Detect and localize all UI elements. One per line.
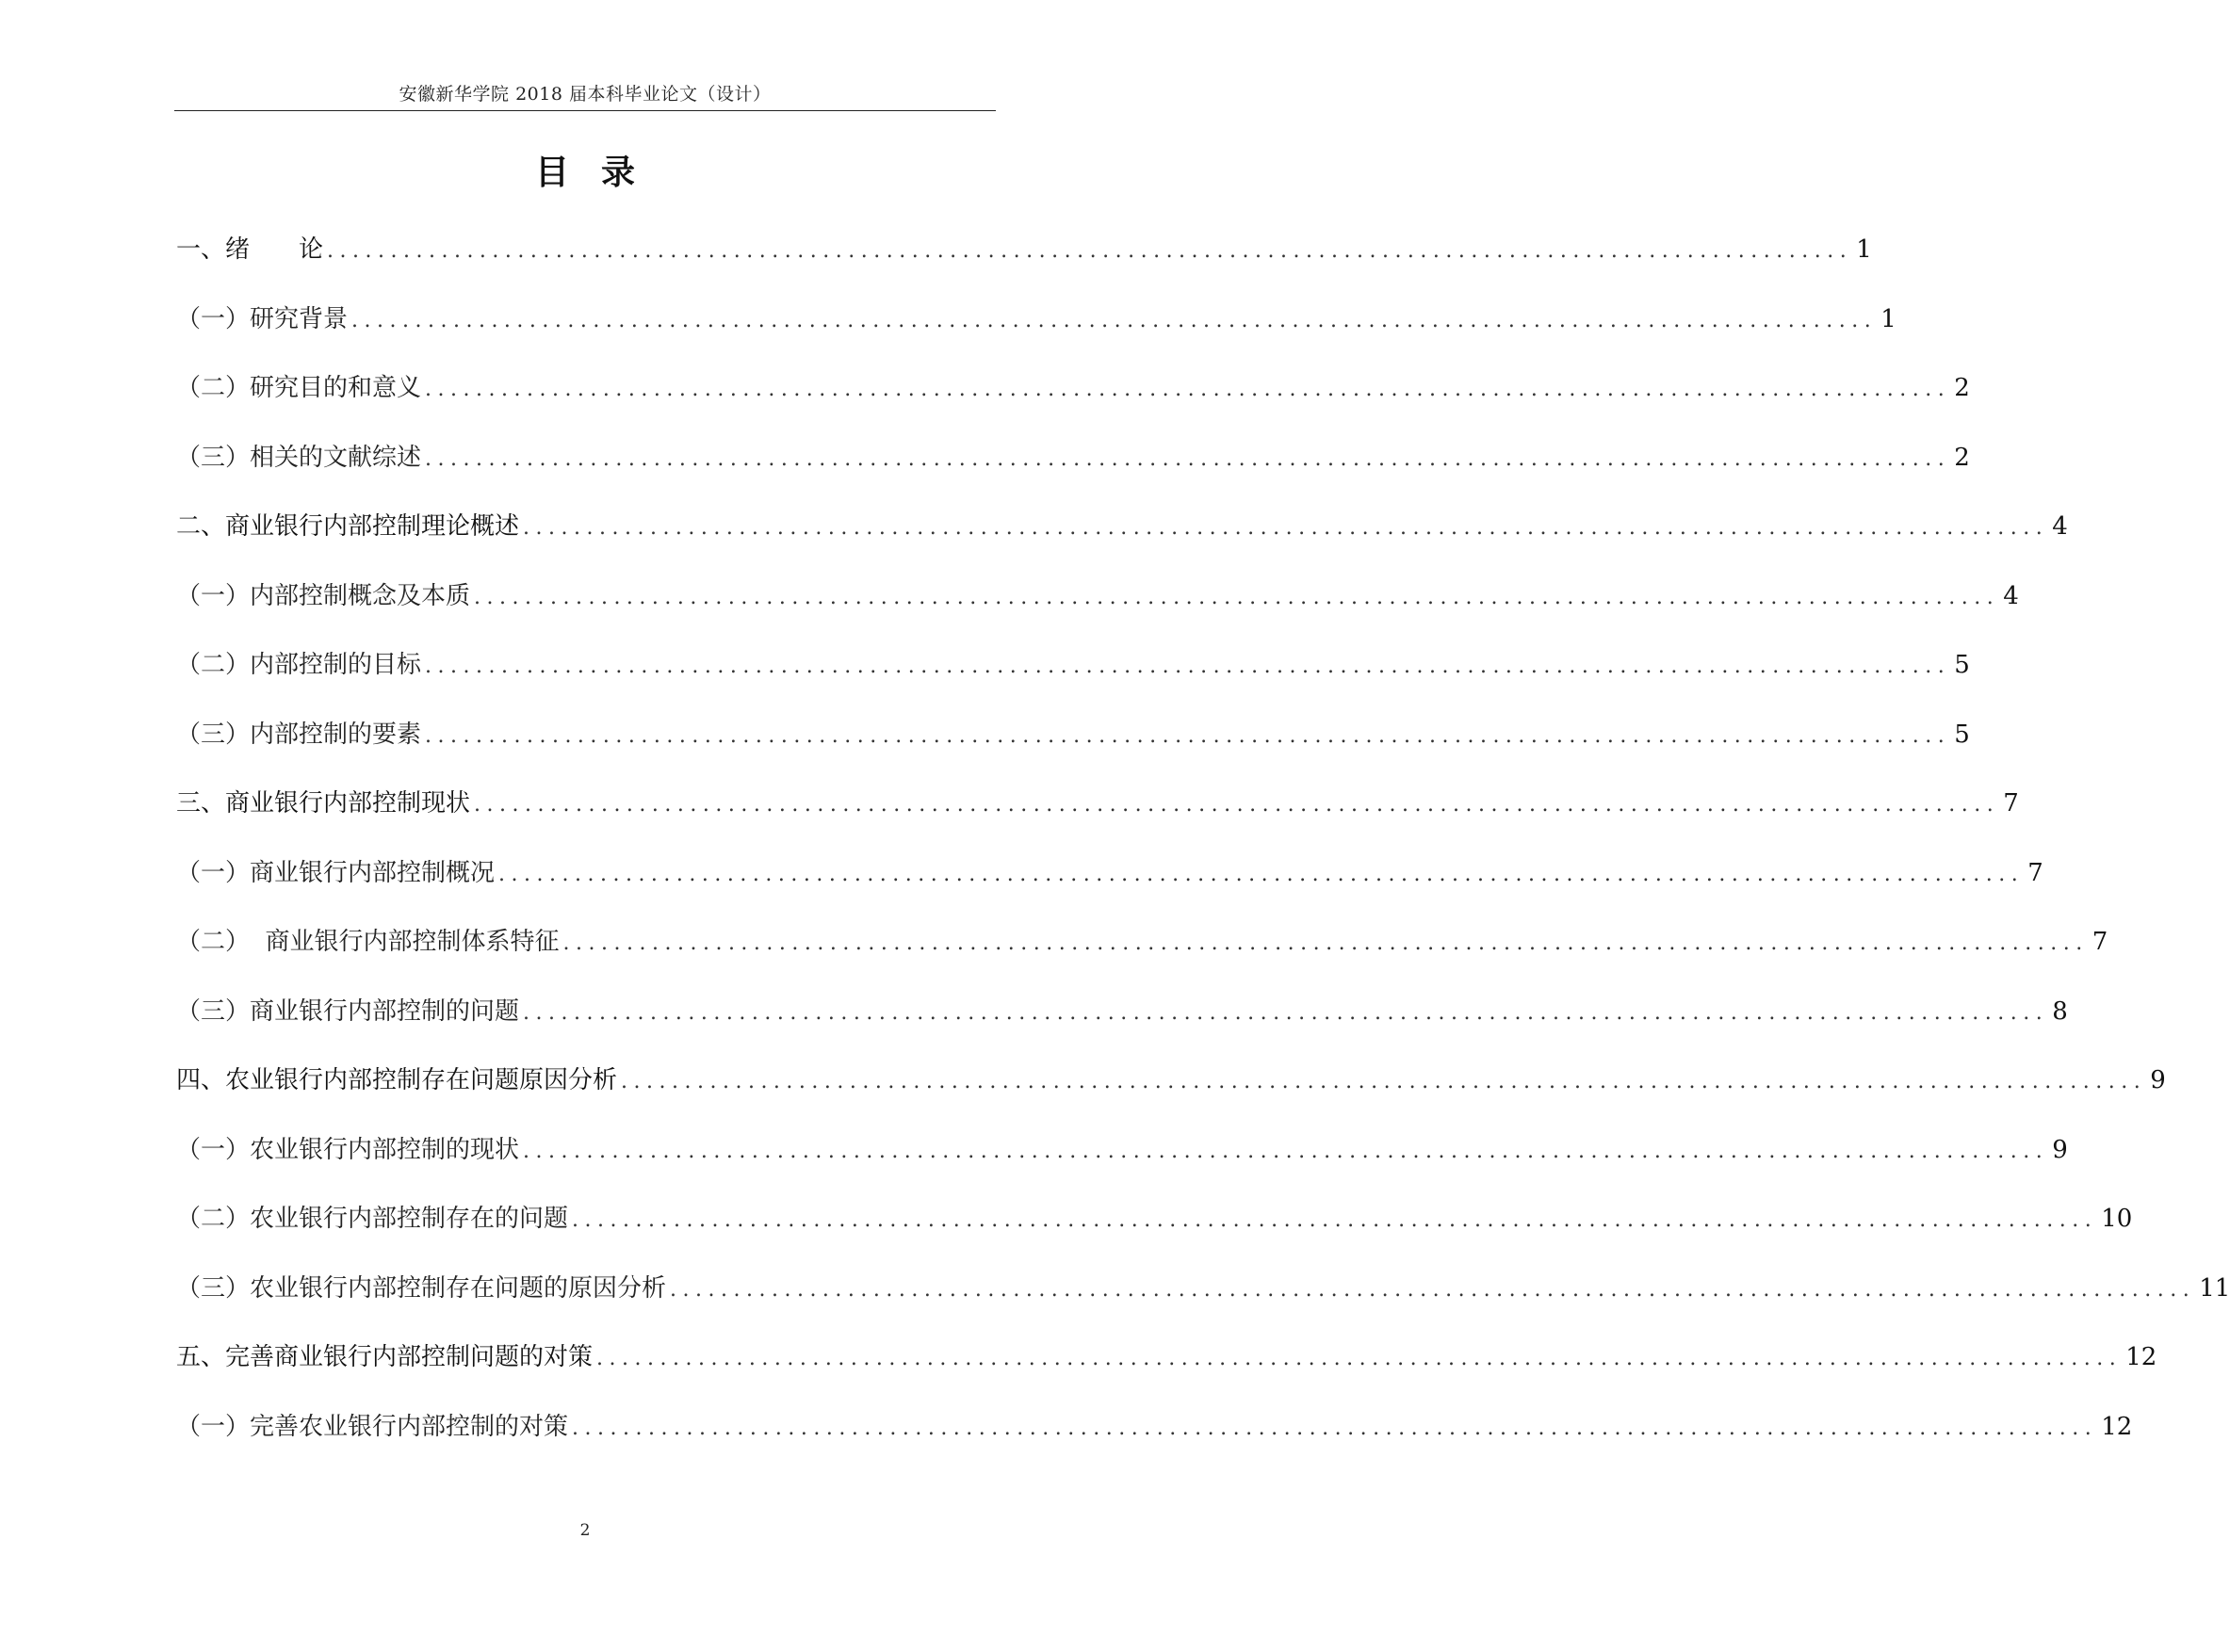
toc-page-number: 9 <box>2150 1066 2166 1094</box>
toc-page-number: 7 <box>2027 858 2043 887</box>
toc-entry-text: （一）完善农业银行内部控制的对策 <box>176 1412 569 1441</box>
toc-entry-3-2[interactable] <box>176 923 2108 993</box>
toc-entry-1-1[interactable] <box>176 300 1896 370</box>
dot-leader: ........................................................................................................................ <box>596 1347 2123 1370</box>
toc-page-number: 10 <box>2101 1205 2133 1233</box>
toc-entry-text: （一）农业银行内部控制的现状 <box>176 1135 520 1164</box>
toc-entry-2[interactable] <box>176 508 2068 577</box>
toc-entry-text: （三）内部控制的要素 <box>176 720 422 749</box>
dot-leader: ........................................................................................................................ <box>425 655 1951 678</box>
toc-entry-text: 五、完善商业银行内部控制问题的对策 <box>176 1343 594 1371</box>
toc-page-number: 5 <box>1954 651 1970 679</box>
toc-entry-4-1[interactable] <box>176 1131 2068 1201</box>
toc-entry-3[interactable] <box>176 785 2019 854</box>
toc-page-number: 1 <box>1856 235 1872 264</box>
toc-entry-text: （三）农业银行内部控制存在问题的原因分析 <box>176 1273 667 1303</box>
toc-entry-text: 一、绪 论 <box>176 235 324 264</box>
toc-entry-text: （一）内部控制概念及本质 <box>176 581 471 610</box>
toc-entry-2-3[interactable] <box>176 716 1970 786</box>
dot-leader: ........................................................................................................................ <box>523 1139 2049 1163</box>
toc-entry-5[interactable] <box>176 1338 2157 1408</box>
toc-page-number: 9 <box>2052 1135 2068 1164</box>
toc-entry-text: 四、农业银行内部控制存在问题原因分析 <box>176 1066 618 1094</box>
dot-leader: ........................................................................................................................ <box>351 308 1878 332</box>
dot-leader: ........................................................................................................................ <box>523 516 2049 540</box>
toc-entry-4-2[interactable] <box>176 1200 2133 1270</box>
toc-entry-3-3[interactable] <box>176 993 2068 1062</box>
toc-page-number: 2 <box>1954 374 1970 402</box>
toc-entry-5-1[interactable] <box>176 1408 2133 1478</box>
toc-entry-4[interactable] <box>176 1061 2166 1131</box>
toc-page-number: 8 <box>2052 996 2068 1026</box>
toc-page-number: 5 <box>1954 720 1970 749</box>
dot-leader: ........................................................................................................................ <box>425 446 1951 471</box>
toc-entry-text: （三）商业银行内部控制的问题 <box>176 996 520 1026</box>
toc-entry-4-3[interactable] <box>176 1270 2230 1339</box>
toc-page-number: 12 <box>2125 1343 2157 1371</box>
toc-entry-1-3[interactable] <box>176 439 1970 509</box>
toc-entry-2-2[interactable] <box>176 646 1970 716</box>
toc-page-number: 7 <box>2092 928 2108 956</box>
dot-leader: ........................................................................................................................ <box>621 1070 2147 1093</box>
toc-title: 目录 <box>534 154 667 192</box>
table-of-contents <box>176 231 2230 1477</box>
toc-entry-text: （一）研究背景 <box>176 304 349 333</box>
toc-entry-3-1[interactable] <box>176 854 2043 924</box>
dot-leader: ........................................................................................................................ <box>474 793 2000 817</box>
toc-page-number: 4 <box>2052 512 2068 541</box>
dot-leader: ........................................................................................................................ <box>498 862 2025 886</box>
toc-entry-text: （三）相关的文献综述 <box>176 443 422 472</box>
toc-page-number: 4 <box>2003 581 2019 610</box>
toc-entry-text: （二） 商业银行内部控制体系特征 <box>176 928 560 956</box>
dot-leader: ........................................................................................................................ <box>474 585 2000 609</box>
toc-page-number: 7 <box>2003 789 2019 818</box>
toc-entry-text: （一）商业银行内部控制概况 <box>176 858 496 887</box>
toc-page-number: 11 <box>2199 1273 2230 1303</box>
toc-page-number: 12 <box>2101 1412 2133 1441</box>
dot-leader: ........................................................................................................................ <box>670 1277 2196 1302</box>
dot-leader: ........................................................................................................................ <box>327 239 1853 263</box>
toc-entry-2-1[interactable] <box>176 577 2019 647</box>
toc-entry-text: 二、商业银行内部控制理论概述 <box>176 512 520 541</box>
toc-entry-text: （二）内部控制的目标 <box>176 651 422 679</box>
dot-leader: ........................................................................................................................ <box>572 1416 2098 1440</box>
running-header: 安徽新华学院 2018 届本科毕业论文（设计） <box>399 84 772 105</box>
toc-entry-text: 三、商业银行内部控制现状 <box>176 789 471 818</box>
toc-entry-1[interactable] <box>176 231 1872 300</box>
dot-leader: ........................................................................................................................ <box>562 931 2089 955</box>
dot-leader: ........................................................................................................................ <box>523 1000 2049 1025</box>
toc-entry-1-2[interactable] <box>176 369 1970 439</box>
toc-page-number: 2 <box>1954 443 1970 472</box>
dot-leader: ........................................................................................................................ <box>425 378 1951 401</box>
dot-leader: ........................................................................................................................ <box>572 1208 2098 1232</box>
toc-entry-text: （二）研究目的和意义 <box>176 374 422 402</box>
toc-entry-text: （二）农业银行内部控制存在的问题 <box>176 1205 569 1233</box>
page-number: 2 <box>579 1521 591 1540</box>
header-divider <box>174 110 996 111</box>
dot-leader: ........................................................................................................................ <box>425 723 1951 748</box>
toc-page-number: 1 <box>1880 304 1896 333</box>
